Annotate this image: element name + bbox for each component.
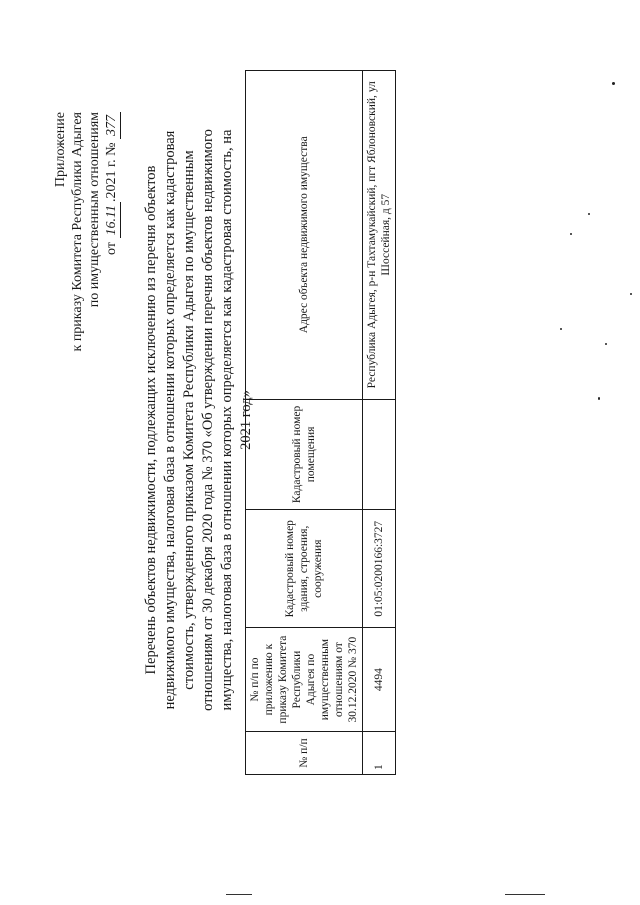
header-num: № п/п [246, 732, 363, 775]
appendix-title: Приложение [53, 112, 68, 188]
document-heading: Перечень объектов недвижимости, подлежащих исключению из перечня объектов недвижимого имущества, налоговая база в отношении которых определяется как кадастровая стоимость, утвержденного приказом Комитета Республики Адыгея по имущественным отношениям от 30 декабря 2020 года № 370 «Об утверждении перечня объектов недвижимого имущества, налоговая база в отношении которых определяется как кадастровая стоимость, на 2021 год» [143, 129, 254, 711]
appendix-date-line: от 16.11.2021 г. № 377 [103, 112, 121, 512]
appendix-number: 377 [103, 112, 121, 139]
header-appendix-num: № п/п по приложению к приказу Комитета Республики Адыгея по имущественным отношениям от 30.12.2020 № 370 [246, 628, 363, 732]
appendix-date: 16.11 [103, 202, 121, 238]
bottom-rule-2 [505, 894, 545, 895]
objects-table [245, 70, 396, 775]
cell-appendix-num: 4494 [363, 628, 396, 732]
header-address: Адрес объекта недвижимого имущества [246, 71, 363, 400]
bottom-rule-1 [226, 894, 252, 895]
appendix-order: к приказу Комитета Республики Адыгея [70, 112, 85, 352]
table-row [363, 71, 396, 775]
cell-address: Республика Адыгея, р-н Тахтамукайский, пгт Яблоновский, ул Шоссейная, д 57 [363, 71, 396, 400]
header-building-cadastral: Кадастровый номер здания, строения, сооружения [246, 510, 363, 628]
appendix-block [52, 112, 121, 512]
cell-num: 1 [363, 732, 396, 775]
appendix-committee: по имущественным отношениям [87, 112, 102, 308]
cell-room-cadastral [363, 399, 396, 510]
table-header-row [246, 71, 363, 775]
cell-building-cadastral: 01:05:0200166:3727 [363, 510, 396, 628]
header-room-cadastral: Кадастровый номер помещения [246, 399, 363, 510]
